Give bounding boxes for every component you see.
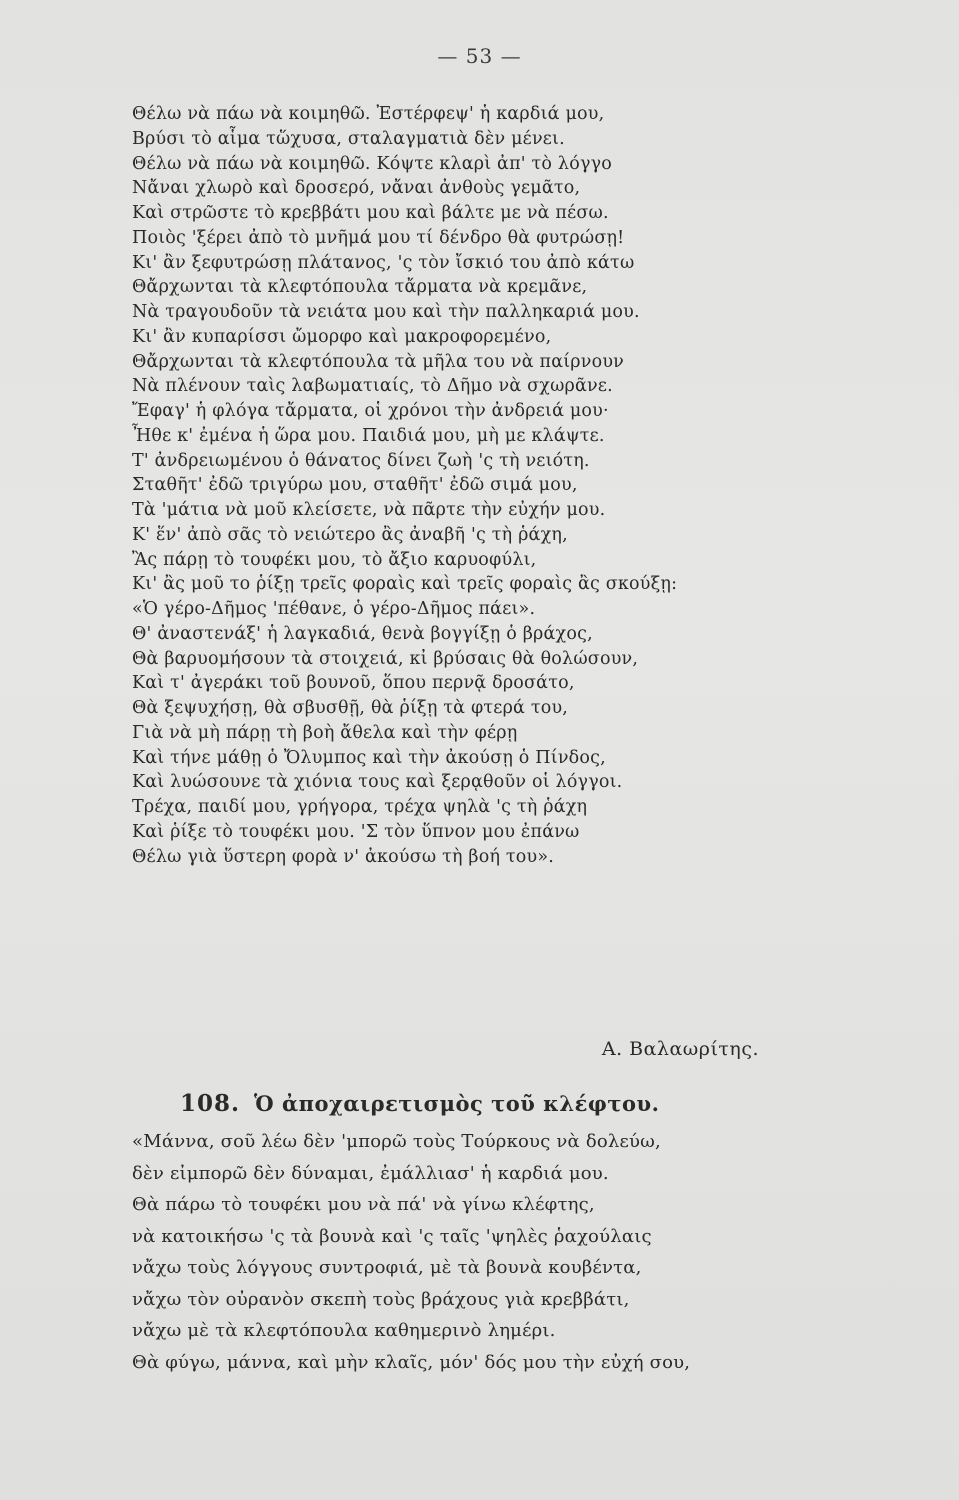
page-number: — 53 —	[437, 44, 522, 68]
poem-line: Νὰ πλένουν ταὶς λαβωματιαίς, τὸ Δῆμο νὰ σχωρᾶνε.	[132, 376, 613, 397]
poem-line: Κι' ἂς μοῦ το ῥίξῃ τρεῖς φοραὶς καὶ τρεῖς φοραὶς ἂς σκούξῃ:	[132, 574, 678, 595]
poem-line: Ποιὸς 'ξέρει ἀπὸ τὸ μνῆμά μου τί δένδρο θὰ φυτρώσῃ!	[132, 227, 625, 248]
poem-line: Θέλω νὰ πάω νὰ κοιμηθῶ. Ἐστέρφεψ' ἡ καρδιά μου,	[132, 104, 605, 124]
poem-line: Βρύσι τὸ αἷμα τὥχυσα, σταλαγματιὰ δὲν μένει.	[132, 128, 565, 149]
poem-line: Νἄναι χλωρὸ καὶ δροσερό, νἄναι ἀνθοὺς γεμᾶτο,	[132, 178, 581, 199]
poem-line: Καὶ τ' ἀγεράκι τοῦ βουνοῦ, ὅπου περνᾷ δροσάτο,	[132, 673, 575, 694]
poem-line: Θἄρχωνται τὰ κλεφτόπουλα τἄρματα νὰ κρεμᾶνε,	[132, 277, 588, 298]
section-number: 108.	[180, 1090, 241, 1117]
poem-text	[132, 102, 912, 869]
poem-line: Θὰ ξεψυχήσῃ, θὰ σβυσθῇ, θὰ ῥίξῃ τὰ φτερά του,	[132, 698, 569, 718]
poem-line: «Ὁ γέρο-Δῆμος 'πέθανε, ὁ γέρο-Δῆμος πάει».	[132, 599, 536, 619]
poem-line: Τ' ἀνδρειωμένου ὁ θάνατος δίνει ζωὴ 'ς τὴ νειότη.	[132, 450, 590, 471]
poem2-line: νἄχω τοὺς λόγγους συντροφιά, μὲ τὰ βουνὰ κουβέντα,	[132, 1257, 642, 1278]
poem-line: Θέλω γιὰ ὕστερη φορὰ ν' ἀκούσω τὴ βοή του».	[132, 846, 555, 867]
poem-line: Καὶ τήνε μάθῃ ὁ Ὄλυμπος καὶ τὴν ἀκούσῃ ὁ Πίνδος,	[132, 747, 606, 768]
poem-line: Σταθῆτ' ἐδῶ τριγύρω μου, σταθῆτ' ἐδῶ σιμά μου,	[132, 475, 578, 496]
section-title: Ὁ ἀποχαιρετισμὸς τοῦ κλέφτου.	[254, 1091, 660, 1116]
poem-line: Θέλω νὰ πάω νὰ κοιμηθῶ. Κόψτε κλαρὶ ἀπ' τὸ λόγγο	[132, 153, 613, 174]
poem2-line: Θὰ πάρω τὸ τουφέκι μου νὰ πά' νὰ γίνω κλέφτης,	[132, 1194, 595, 1215]
poem2-text	[132, 1126, 932, 1378]
poem-line: Ἂς πάρῃ τὸ τουφέκι μου, τὸ ἄξιο καρυοφύλι,	[132, 549, 537, 570]
poem-line: Ἔφαγ' ἡ φλόγα τἄρματα, οἱ χρόνοι τὴν ἀνδρειά μου·	[132, 401, 609, 421]
poem2-line: νἄχω μὲ τὰ κλεφτόπουλα καθημερινὸ λημέρι.	[132, 1320, 556, 1341]
poem2-line: δὲν εἰμπορῶ δὲν δύναμαι, ἐμάλλιασ' ἡ καρδιά μου.	[132, 1162, 609, 1184]
author-signature: Α. Βαλαωρίτης.	[601, 1038, 759, 1060]
poem-line: Κ' ἕν' ἀπὸ σᾶς τὸ νειώτερο ἂς ἀναβῆ 'ς τὴ ῥάχη,	[132, 524, 568, 545]
poem-line: Τρέχα, παιδί μου, γρήγορα, τρέχα ψηλὰ 'ς τὴ ῥάχη	[132, 797, 588, 817]
poem2-line: νὰ κατοικήσω 'ς τὰ βουνὰ καὶ 'ς ταῖς 'ψηλὲς ῥαχούλαις	[132, 1225, 652, 1247]
poem-line: Καὶ λυώσουνε τὰ χιόνια τους καὶ ξερᾳθοῦν οἱ λόγγοι.	[132, 772, 623, 793]
poem-line: Νὰ τραγουδοῦν τὰ νειάτα μου καὶ τὴν παλληκαριά μου.	[132, 302, 640, 322]
poem-line: Ἦθε κ' ἐμένα ἡ ὥρα μου. Παιδιά μου, μὴ με κλάψτε.	[132, 425, 605, 446]
poem-line: Γιὰ νὰ μὴ πάρῃ τὴ βοὴ ἄθελα καὶ τὴν φέρῃ	[132, 722, 518, 743]
section-heading	[180, 1090, 659, 1117]
poem-line: Θὰ βαρυομήσουν τὰ στοιχειά, κἰ βρύσαις θὰ θολώσουν,	[132, 648, 639, 669]
poem-line: Θ' ἀναστενάξ' ἡ λαγκαδιά, θενὰ βογγίξῃ ὁ βράχος,	[132, 623, 593, 644]
poem-line: Θἄρχωνται τὰ κλεφτόπουλα τὰ μῆλα του νὰ παίρνουν	[132, 351, 625, 372]
poem-line: Καὶ στρῶστε τὸ κρεββάτι μου καὶ βάλτε με νὰ πέσω.	[132, 203, 609, 223]
poem-line: Κι' ἂν ξεφυτρώσῃ πλάτανος, 'ς τὸν ἴσκιό του ἀπὸ κάτω	[132, 252, 635, 273]
poem-line: Τὰ 'μάτια νὰ μοῦ κλείσετε, νὰ πᾶρτε τὴν εὐχήν μου.	[132, 500, 606, 520]
poem-line: Κι' ἂν κυπαρίσσι ὤμορφο καὶ μακροφορεμένο,	[132, 326, 552, 347]
poem2-line: Θὰ φύγω, μάννα, καὶ μὴν κλαῖς, μόν' δός μου τὴν εὐχή σου,	[132, 1351, 691, 1373]
poem2-line: νἄχω τὸν οὐρανὸν σκεπὴ τοὺς βράχους γιὰ κρεββάτι,	[132, 1288, 630, 1310]
poem2-line: «Μάννα, σοῦ λέω δὲν 'μπορῶ τοὺς Τούρκους νὰ δολεύω,	[132, 1131, 661, 1152]
poem-line: Καὶ ῥίξε τὸ τουφέκι μου. 'Σ τὸν ὕπνον μου ἐπάνω	[132, 821, 580, 842]
